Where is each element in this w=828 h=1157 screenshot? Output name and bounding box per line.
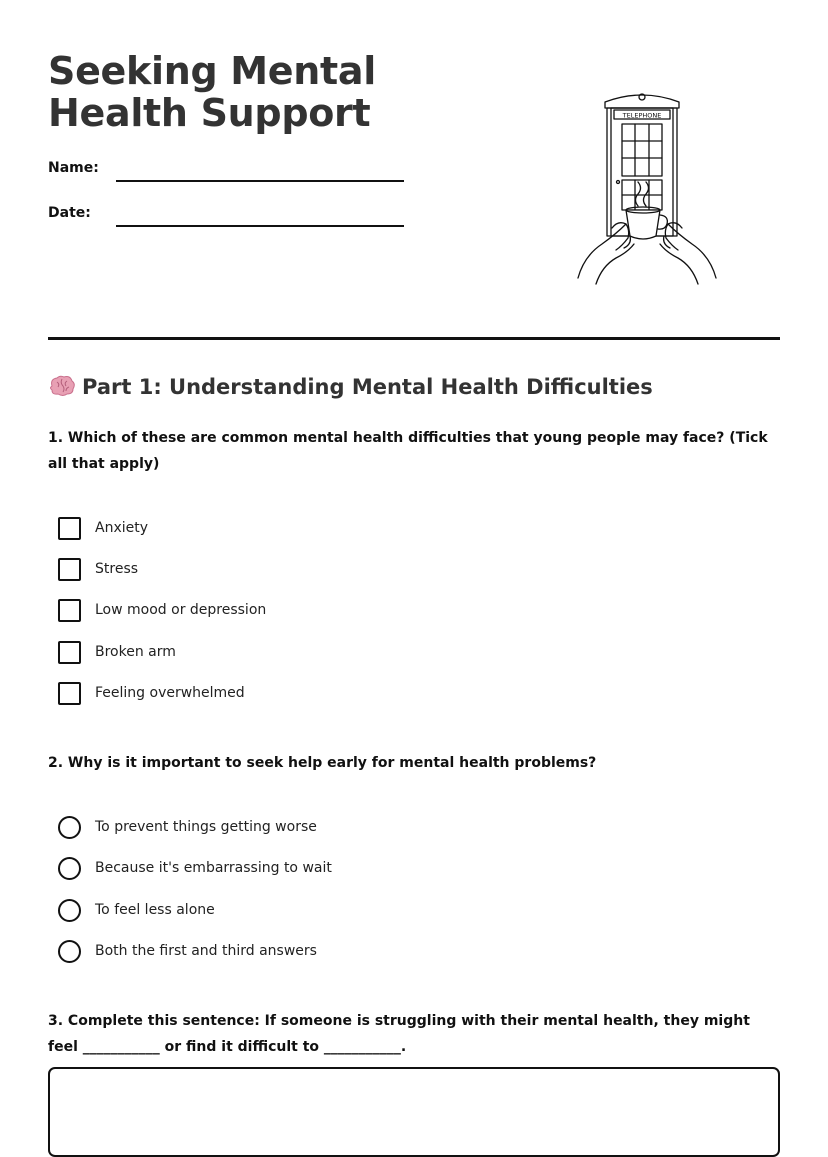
question-1: 1. Which of these are common mental health difficulties that young people may face? (Tick all that apply) bbox=[48, 430, 768, 472]
question-3: 3. Complete this sentence: If someone is struggling with their mental health, they might feel ___________ or find it difficult to ___________. bbox=[48, 1013, 750, 1055]
name-label: Name: bbox=[48, 160, 99, 176]
q1-option-broken-arm[interactable] bbox=[58, 640, 176, 664]
radio-button[interactable] bbox=[58, 816, 81, 839]
date-label: Date: bbox=[48, 205, 91, 221]
question-2: 2. Why is it important to seek help early for mental health problems? bbox=[48, 755, 597, 771]
option-label: Low mood or depression bbox=[95, 602, 267, 618]
telephone-sign-text: TELEPHONE bbox=[622, 111, 662, 120]
q3-answer-box[interactable] bbox=[48, 1067, 780, 1157]
option-label: Stress bbox=[95, 561, 139, 577]
q2-option-both[interactable] bbox=[58, 939, 317, 963]
part1-title: Part 1: Understanding Mental Health Difficulties bbox=[82, 375, 653, 399]
q2-option-less-alone[interactable] bbox=[58, 898, 215, 922]
checkbox[interactable] bbox=[58, 599, 81, 622]
q2-option-embarrassing[interactable] bbox=[58, 856, 332, 880]
option-label: Anxiety bbox=[95, 520, 149, 536]
date-field[interactable] bbox=[116, 225, 404, 227]
option-label: Broken arm bbox=[95, 644, 176, 660]
option-label: To feel less alone bbox=[95, 902, 215, 918]
q1-option-low-mood[interactable] bbox=[58, 598, 266, 622]
section-divider bbox=[48, 337, 780, 340]
q1-option-overwhelmed[interactable] bbox=[58, 681, 245, 705]
page-title: Seeking Mental Health Support bbox=[48, 49, 376, 135]
option-label: Feeling overwhelmed bbox=[95, 685, 245, 701]
option-label: Both the first and third answers bbox=[95, 943, 317, 959]
part1-heading bbox=[48, 374, 653, 399]
checkbox[interactable] bbox=[58, 641, 81, 664]
checkbox[interactable] bbox=[58, 558, 81, 581]
name-field[interactable] bbox=[116, 180, 404, 182]
option-label: To prevent things getting worse bbox=[95, 819, 317, 835]
option-label: Because it's embarrassing to wait bbox=[95, 860, 332, 876]
q2-option-prevent-worse[interactable] bbox=[58, 815, 317, 839]
radio-button[interactable] bbox=[58, 857, 81, 880]
q1-option-anxiety[interactable] bbox=[58, 516, 148, 540]
radio-button[interactable] bbox=[58, 940, 81, 963]
telephone-box-illustration bbox=[572, 88, 722, 288]
checkbox[interactable] bbox=[58, 682, 81, 705]
q1-option-stress[interactable] bbox=[58, 557, 138, 581]
checkbox[interactable] bbox=[58, 517, 81, 540]
brain-icon bbox=[48, 374, 76, 398]
radio-button[interactable] bbox=[58, 899, 81, 922]
